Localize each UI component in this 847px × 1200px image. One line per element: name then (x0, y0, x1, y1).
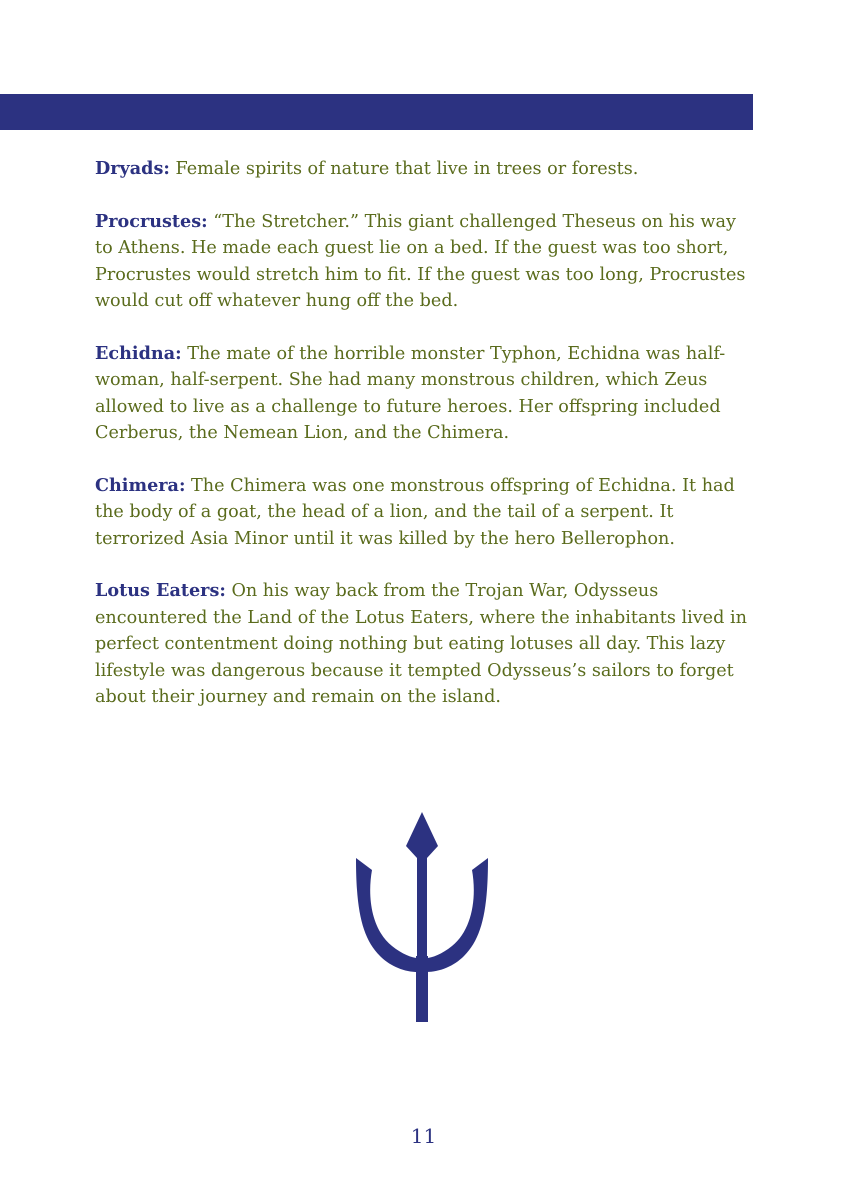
glossary-entry-procrustes (95, 209, 755, 315)
glossary-definition: On his way back from the Trojan War, Odysseus encountered the Land of the Lotus Eaters, where the inhabitants lived in perfect contentment doing nothing but eating lotuses all day. This lazy lifestyle was dangerous because it tempted Odysseus’s sailors to forget about their journey and remain on the island. (95, 581, 747, 708)
glossary-definition: Female spirits of nature that live in trees or forests. (175, 159, 639, 179)
glossary (95, 156, 755, 737)
header-bar (0, 94, 753, 130)
glossary-definition: The Chimera was one monstrous offspring of Echidna. It had the body of a goat, the head of a lion, and the tail of a serpent. It terrorized Asia Minor until it was killed by the hero Bellerophon. (95, 475, 735, 549)
glossary-definition: “The Stretcher.” This giant challenged Theseus on his way to Athens. He made each guest lie on a bed. If the guest was too short, Procrustes would stretch him to fit. If the guest was too long, Procrustes would cut off whatever hung off the bed. (95, 211, 746, 312)
glossary-term: Dryads: (95, 158, 170, 179)
glossary-entry-echidna (95, 341, 755, 447)
glossary-definition: The mate of the horrible monster Typhon, Echidna was half-woman, half-serpent. She had many monstrous children, which Zeus allowed to live as a challenge to future heroes. Her offspring included Cerberus, the Nemean Lion, and the Chimera. (95, 343, 726, 444)
trident-icon (354, 810, 490, 1024)
glossary-entry-chimera (95, 473, 755, 552)
glossary-entry-dryads (95, 156, 755, 182)
glossary-term: Lotus Eaters: (95, 580, 226, 602)
glossary-term: Chimera: (95, 474, 186, 496)
glossary-term: Procrustes: (95, 210, 208, 232)
glossary-term: Echidna: (95, 342, 182, 364)
glossary-entry-lotus-eaters (95, 578, 755, 710)
page-number: 11 (410, 1124, 437, 1148)
